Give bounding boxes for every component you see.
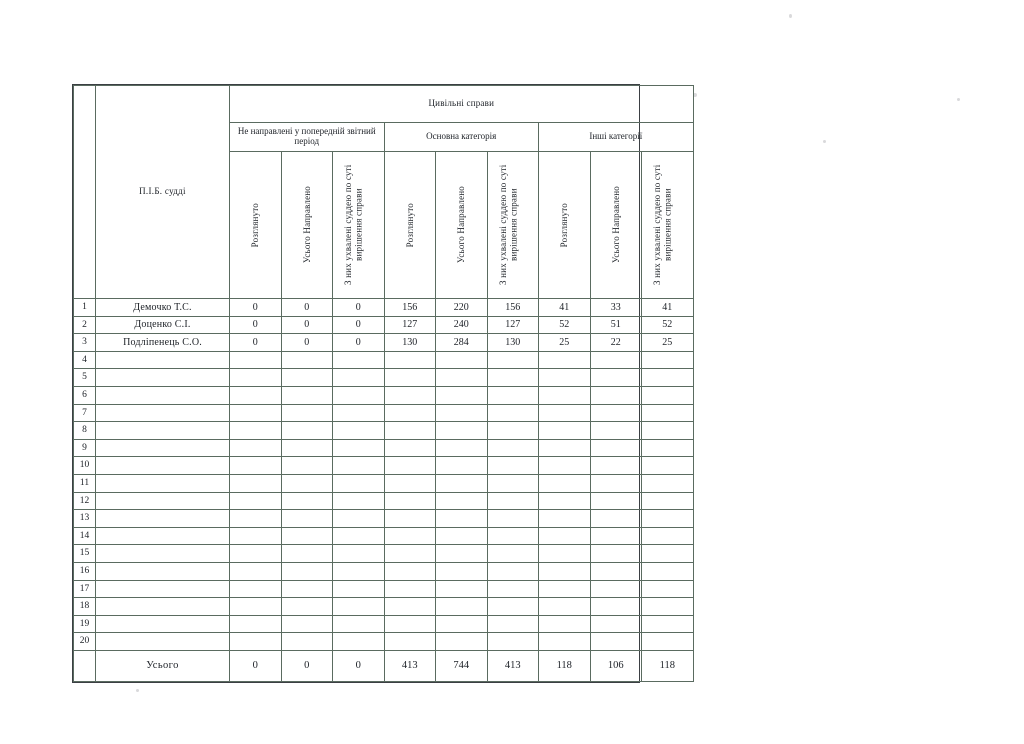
row-number: 8 — [74, 422, 96, 440]
data-cell — [642, 369, 694, 387]
data-cell — [436, 545, 488, 563]
judge-name-cell — [96, 351, 230, 369]
data-cell: 0 — [333, 334, 385, 352]
judge-name-cell — [96, 457, 230, 475]
data-cell — [642, 562, 694, 580]
row-number: 4 — [74, 351, 96, 369]
data-cell — [384, 404, 436, 422]
judge-name-cell — [96, 474, 230, 492]
data-cell — [384, 545, 436, 563]
data-cell — [281, 510, 333, 528]
group-header-not-sent: Не направлені у попередній звітний період — [230, 123, 385, 152]
data-cell — [590, 615, 642, 633]
row-number: 3 — [74, 334, 96, 352]
data-cell — [642, 386, 694, 404]
data-cell — [230, 510, 282, 528]
data-cell — [384, 386, 436, 404]
data-cell — [436, 351, 488, 369]
total-row-number — [74, 650, 96, 681]
data-cell — [230, 474, 282, 492]
col-header-text: Розглянуто — [250, 202, 261, 248]
data-cell — [487, 386, 539, 404]
data-cell — [281, 439, 333, 457]
data-cell — [487, 474, 539, 492]
row-number: 20 — [74, 633, 96, 651]
total-cell: 413 — [487, 650, 539, 681]
total-cell: 118 — [539, 650, 591, 681]
table-row — [74, 369, 694, 387]
total-cell: 0 — [333, 650, 385, 681]
data-cell — [384, 633, 436, 651]
data-cell — [487, 598, 539, 616]
data-cell — [384, 510, 436, 528]
data-cell: 52 — [642, 316, 694, 334]
col-header-text: Усього Направлено — [610, 186, 621, 264]
court-statistics-table — [73, 85, 694, 682]
total-cell: 118 — [642, 650, 694, 681]
data-cell — [230, 527, 282, 545]
judge-name-cell — [96, 580, 230, 598]
scan-speck — [957, 98, 960, 101]
data-cell — [333, 457, 385, 475]
data-cell — [333, 404, 385, 422]
data-cell — [487, 404, 539, 422]
judge-name-cell — [96, 439, 230, 457]
data-cell — [436, 598, 488, 616]
data-cell — [487, 545, 539, 563]
data-cell — [333, 386, 385, 404]
data-cell — [590, 351, 642, 369]
data-cell — [539, 580, 591, 598]
table-row — [74, 334, 694, 352]
data-cell: 130 — [384, 334, 436, 352]
data-cell — [539, 474, 591, 492]
data-cell — [281, 386, 333, 404]
data-cell: 240 — [436, 316, 488, 334]
data-cell — [590, 598, 642, 616]
data-cell — [333, 492, 385, 510]
data-cell — [487, 562, 539, 580]
data-cell — [384, 474, 436, 492]
total-cell: 106 — [590, 650, 642, 681]
data-cell — [436, 439, 488, 457]
data-cell: 0 — [281, 334, 333, 352]
table-row — [74, 439, 694, 457]
row-number: 6 — [74, 386, 96, 404]
data-cell — [333, 439, 385, 457]
data-cell — [230, 545, 282, 563]
data-cell — [333, 598, 385, 616]
data-cell — [590, 633, 642, 651]
data-cell — [590, 545, 642, 563]
table-row — [74, 527, 694, 545]
table-row — [74, 580, 694, 598]
data-cell: 25 — [539, 334, 591, 352]
data-cell — [333, 545, 385, 563]
data-cell: 41 — [642, 299, 694, 317]
data-cell — [436, 474, 488, 492]
table-row — [74, 598, 694, 616]
total-label: Усього — [96, 650, 230, 681]
table-row — [74, 299, 694, 317]
col-header-reviewed-3 — [539, 152, 591, 299]
data-cell — [384, 439, 436, 457]
table-body — [74, 299, 694, 682]
col-header-rulings-3 — [642, 152, 694, 299]
data-cell: 25 — [642, 334, 694, 352]
data-cell — [487, 351, 539, 369]
data-cell — [281, 404, 333, 422]
data-cell — [333, 580, 385, 598]
data-cell: 0 — [230, 299, 282, 317]
data-cell — [230, 615, 282, 633]
judge-name-cell — [96, 562, 230, 580]
data-cell — [384, 527, 436, 545]
data-cell — [642, 422, 694, 440]
data-cell — [642, 439, 694, 457]
data-cell — [487, 457, 539, 475]
row-number: 14 — [74, 527, 96, 545]
report-table-sheet — [72, 84, 675, 683]
data-cell — [281, 580, 333, 598]
table-title: Цивільні справи — [230, 86, 694, 123]
data-cell — [333, 562, 385, 580]
data-cell — [230, 633, 282, 651]
data-cell: 33 — [590, 299, 642, 317]
data-cell — [539, 545, 591, 563]
col-header-sent-1 — [281, 152, 333, 299]
data-cell — [642, 474, 694, 492]
data-cell — [642, 527, 694, 545]
table-row — [74, 316, 694, 334]
data-cell — [590, 422, 642, 440]
data-cell — [230, 404, 282, 422]
data-cell: 127 — [384, 316, 436, 334]
data-cell — [230, 492, 282, 510]
data-cell — [539, 492, 591, 510]
judge-name-cell — [96, 545, 230, 563]
data-cell — [590, 439, 642, 457]
data-cell — [230, 351, 282, 369]
data-cell — [642, 545, 694, 563]
data-cell — [230, 422, 282, 440]
data-cell — [384, 369, 436, 387]
data-cell — [281, 474, 333, 492]
data-cell — [281, 598, 333, 616]
data-cell — [436, 527, 488, 545]
data-cell — [590, 562, 642, 580]
group-header-main-category: Основна категорія — [384, 123, 539, 152]
judge-name-cell — [96, 369, 230, 387]
group-header-other-categories: Інші категорії — [539, 123, 694, 152]
table-row — [74, 422, 694, 440]
col-header-text: Усього Направлено — [456, 186, 467, 264]
data-cell — [590, 386, 642, 404]
data-cell — [384, 562, 436, 580]
judge-name-cell: Демочко Т.С. — [96, 299, 230, 317]
total-cell: 744 — [436, 650, 488, 681]
judge-name-cell — [96, 615, 230, 633]
col-header-sent-3 — [590, 152, 642, 299]
data-cell — [230, 457, 282, 475]
data-cell — [590, 369, 642, 387]
data-cell — [539, 457, 591, 475]
data-cell — [333, 510, 385, 528]
data-cell — [333, 527, 385, 545]
data-cell — [281, 351, 333, 369]
col-header-reviewed-1 — [230, 152, 282, 299]
table-row — [74, 545, 694, 563]
table-row — [74, 386, 694, 404]
data-cell — [281, 633, 333, 651]
judge-name-cell — [96, 527, 230, 545]
data-cell — [642, 404, 694, 422]
data-cell: 41 — [539, 299, 591, 317]
data-cell — [487, 633, 539, 651]
data-cell — [539, 386, 591, 404]
data-cell — [384, 351, 436, 369]
data-cell — [487, 615, 539, 633]
data-cell — [436, 580, 488, 598]
data-cell — [230, 562, 282, 580]
col-header-text: Розглянуто — [559, 202, 570, 248]
row-number: 10 — [74, 457, 96, 475]
col-header-sent-2 — [436, 152, 488, 299]
data-cell — [539, 439, 591, 457]
data-cell — [642, 615, 694, 633]
data-cell — [281, 457, 333, 475]
table-row — [74, 404, 694, 422]
row-number: 13 — [74, 510, 96, 528]
data-cell — [539, 369, 591, 387]
table-row — [74, 633, 694, 651]
table-row — [74, 562, 694, 580]
data-cell — [436, 615, 488, 633]
data-cell — [539, 615, 591, 633]
judge-name-cell — [96, 492, 230, 510]
data-cell — [539, 562, 591, 580]
scan-speck — [136, 689, 139, 692]
data-cell — [281, 615, 333, 633]
data-cell — [281, 527, 333, 545]
row-number-header — [74, 86, 96, 299]
data-cell: 0 — [281, 316, 333, 334]
data-cell — [384, 598, 436, 616]
row-number: 16 — [74, 562, 96, 580]
col-header-text: З них ухвалені суддею по суті вирішення справи — [497, 164, 519, 286]
data-cell — [590, 527, 642, 545]
data-cell — [539, 351, 591, 369]
judge-name-cell: Подліпенець С.О. — [96, 334, 230, 352]
judge-name-cell — [96, 422, 230, 440]
data-cell: 0 — [281, 299, 333, 317]
data-cell — [487, 527, 539, 545]
data-cell: 51 — [590, 316, 642, 334]
col-header-text: З них ухвалені суддею по суті вирішення справи — [343, 164, 364, 286]
data-cell — [436, 369, 488, 387]
row-number: 12 — [74, 492, 96, 510]
judge-name-cell — [96, 598, 230, 616]
data-cell — [590, 510, 642, 528]
data-cell — [333, 369, 385, 387]
data-cell — [333, 422, 385, 440]
data-cell — [384, 492, 436, 510]
data-cell — [642, 457, 694, 475]
col-header-rulings-2 — [487, 152, 539, 299]
data-cell: 52 — [539, 316, 591, 334]
row-number: 2 — [74, 316, 96, 334]
data-cell — [487, 369, 539, 387]
total-cell: 413 — [384, 650, 436, 681]
data-cell: 0 — [230, 334, 282, 352]
judge-name-cell: Доценко С.І. — [96, 316, 230, 334]
data-cell — [384, 457, 436, 475]
data-cell — [539, 510, 591, 528]
judge-name-cell — [96, 404, 230, 422]
col-header-text: Розглянуто — [404, 202, 415, 248]
judge-name-cell — [96, 510, 230, 528]
scan-speck — [789, 14, 792, 18]
table-row — [74, 492, 694, 510]
data-cell — [333, 615, 385, 633]
data-cell — [642, 598, 694, 616]
data-cell — [384, 422, 436, 440]
data-cell — [436, 457, 488, 475]
data-cell — [333, 633, 385, 651]
table-header — [74, 86, 694, 299]
data-cell — [539, 527, 591, 545]
data-cell — [539, 422, 591, 440]
scan-speck — [693, 93, 697, 97]
data-cell: 0 — [333, 316, 385, 334]
data-cell — [384, 615, 436, 633]
data-cell — [539, 598, 591, 616]
data-cell: 22 — [590, 334, 642, 352]
row-number: 18 — [74, 598, 96, 616]
table-row — [74, 510, 694, 528]
table-row — [74, 474, 694, 492]
data-cell — [539, 404, 591, 422]
data-cell — [230, 439, 282, 457]
data-cell — [230, 580, 282, 598]
row-number: 17 — [74, 580, 96, 598]
data-cell — [281, 545, 333, 563]
data-cell — [487, 492, 539, 510]
data-cell — [590, 580, 642, 598]
data-cell — [590, 474, 642, 492]
col-header-text: З них ухвалені суддею по суті вирішення справи — [652, 164, 673, 286]
data-cell — [281, 562, 333, 580]
data-cell — [539, 633, 591, 651]
row-number: 7 — [74, 404, 96, 422]
data-cell — [642, 580, 694, 598]
data-cell: 130 — [487, 334, 539, 352]
data-cell — [642, 510, 694, 528]
data-cell — [590, 457, 642, 475]
row-number: 11 — [74, 474, 96, 492]
data-cell — [487, 422, 539, 440]
data-cell — [281, 492, 333, 510]
row-number: 19 — [74, 615, 96, 633]
data-cell — [333, 474, 385, 492]
data-cell — [384, 580, 436, 598]
data-cell: 0 — [333, 299, 385, 317]
data-cell — [436, 492, 488, 510]
data-cell — [642, 492, 694, 510]
data-cell — [487, 439, 539, 457]
judge-name-cell — [96, 633, 230, 651]
judge-name-cell — [96, 386, 230, 404]
data-cell — [436, 562, 488, 580]
data-cell: 156 — [384, 299, 436, 317]
scan-speck — [823, 140, 826, 143]
data-cell — [230, 386, 282, 404]
row-number: 9 — [74, 439, 96, 457]
row-number: 1 — [74, 299, 96, 317]
col-header-text: Усього Направлено — [301, 186, 312, 264]
table-row — [74, 351, 694, 369]
row-number: 5 — [74, 369, 96, 387]
data-cell — [642, 633, 694, 651]
data-cell: 220 — [436, 299, 488, 317]
row-number: 15 — [74, 545, 96, 563]
col-header-rulings-1 — [333, 152, 385, 299]
col-header-reviewed-2 — [384, 152, 436, 299]
total-row — [74, 650, 694, 681]
data-cell — [436, 404, 488, 422]
total-cell: 0 — [230, 650, 282, 681]
data-cell — [487, 580, 539, 598]
total-cell: 0 — [281, 650, 333, 681]
data-cell — [642, 351, 694, 369]
judge-name-header: П.І.Б. судді — [96, 86, 230, 299]
data-cell — [281, 422, 333, 440]
data-cell — [333, 351, 385, 369]
data-cell — [281, 369, 333, 387]
data-cell — [436, 386, 488, 404]
data-cell: 0 — [230, 316, 282, 334]
data-cell: 127 — [487, 316, 539, 334]
data-cell — [436, 422, 488, 440]
data-cell — [436, 633, 488, 651]
data-cell: 284 — [436, 334, 488, 352]
data-cell — [230, 598, 282, 616]
data-cell — [436, 510, 488, 528]
data-cell — [230, 369, 282, 387]
table-row — [74, 615, 694, 633]
data-cell — [590, 492, 642, 510]
data-cell — [487, 510, 539, 528]
data-cell: 156 — [487, 299, 539, 317]
data-cell — [590, 404, 642, 422]
table-row — [74, 457, 694, 475]
